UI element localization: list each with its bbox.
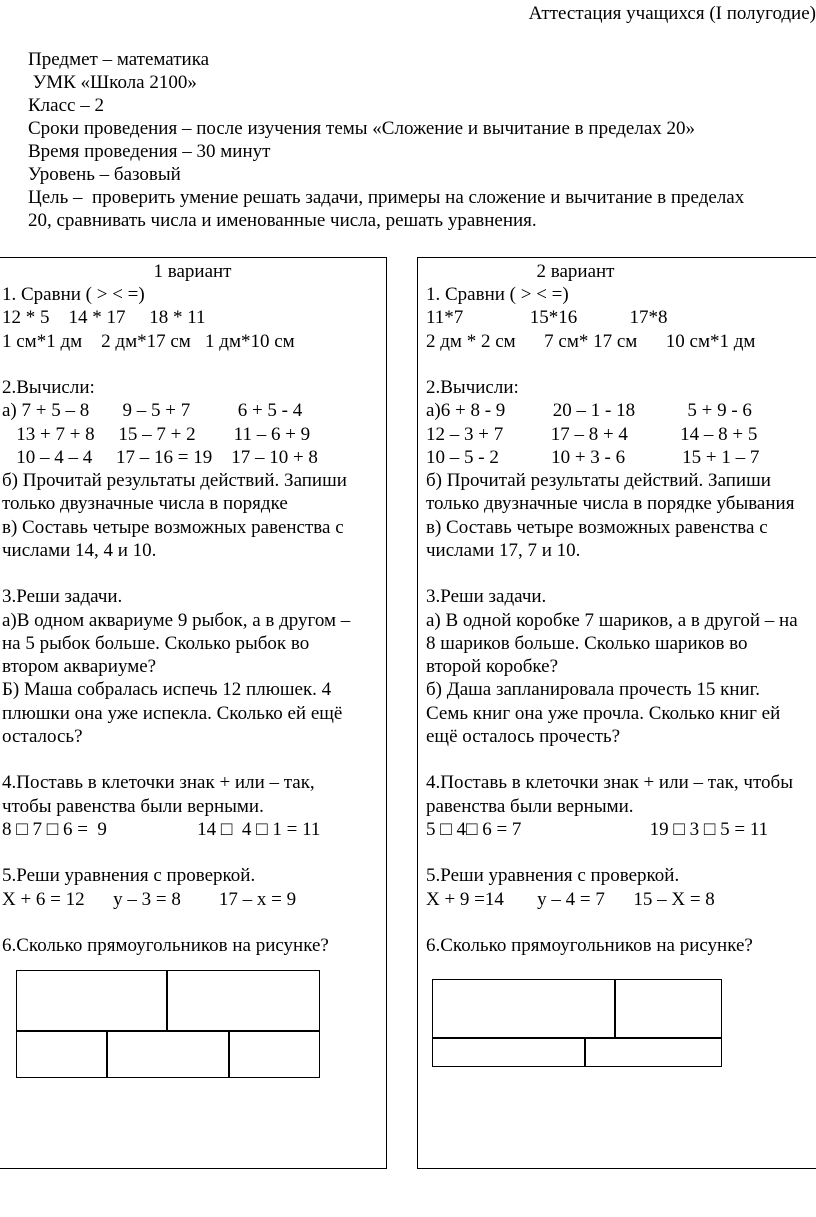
variant-1-line: 2.Вычисли: [2,377,95,398]
variant-1-line: 4.Поставь в клеточки знак + или – так, [2,772,315,794]
figure2-rect-bottom-right [584,1037,722,1067]
variant-2-line: а)6 + 8 - 9 20 – 1 - 18 5 + 9 - 6 [426,400,752,422]
meta-goal-cont: 20, сравнивать числа и именованные числа, решать уравнения. [28,210,537,231]
variant-1-line: в) Составь четыре возможных равенства с [2,516,344,538]
variant-2-line: а) В одной коробке 7 шариков, а в другой – на [426,609,798,631]
variant-1-line: втором аквариуме? [2,656,157,677]
figure1-rect-bottom-2 [106,1030,230,1078]
variant-1-line: 1 см*1 дм 2 дм*17 см 1 дм*10 см [2,330,295,352]
variant-2-title: 2 вариант [536,261,615,282]
variant-2-line: 4.Поставь в клеточки знак + или – так, чтобы [426,772,793,794]
meta-umk: УМК «Школа 2100» [28,72,197,93]
variant-2-box [417,257,816,1169]
variant-2-line: 5.Реши уравнения с проверкой. [426,865,680,887]
variant-1-line: только двузначные числа в порядке [2,493,288,515]
figure1-rect-top-right [166,970,320,1032]
header-title: Аттестация учащихся (I полугодие) [528,3,816,24]
variant-1-line: чтобы равенства были верными. [2,795,264,817]
variant-2-line: равенства были верными. [426,795,634,817]
figure2-rect-bottom-left [432,1037,586,1067]
meta-subject: Предмет – математика [28,49,210,70]
variant-2-line: второй коробке? [426,656,559,677]
variant-2-line: 5 □ 4□ 6 = 7 19 □ 3 □ 5 = 11 [426,818,769,840]
variant-2-line: только двузначные числа в порядке убывания [426,493,795,515]
variant-1-line: осталось? [2,725,83,747]
variant-2-line: в) Составь четыре возможных равенства с [426,516,768,538]
variant-2-line: 8 шариков больше. Сколько шариков во [426,632,748,654]
variant-1-line: числами 14, 4 и 10. [2,539,157,561]
variant-2-line: 3.Реши задачи. [426,586,547,608]
variant-1-line: 13 + 7 + 8 15 – 7 + 2 11 – 6 + 9 [2,423,311,445]
variant-2-line: 2 дм * 2 см 7 см* 17 см 10 см*1 дм [426,330,756,352]
variant-2-line: числами 17, 7 и 10. [426,539,581,561]
variant-2-line: б) Прочитай результаты действий. Запиши [426,470,771,491]
figure1-rect-top-left [16,970,168,1032]
variant-1-line: плюшки она уже испекла. Сколько ей ещё [2,702,343,724]
variant-2-line: Х + 9 =14 у – 4 = 7 15 – Х = 8 [426,888,715,910]
variant-2-line: ещё осталось прочесть? [426,725,621,747]
variant-1-line: 10 – 4 – 4 17 – 16 = 19 17 – 10 + 8 [2,446,318,468]
variant-2-line: 1. Сравни ( > < =) [426,284,569,305]
variant-2-line: Семь книг она уже прочла. Сколько книг ей [426,702,781,724]
variant-1-line: 1. Сравни ( > < =) [2,284,145,305]
variant-2-line: 2.Вычисли: [426,377,519,398]
variant-1-box [0,257,387,1169]
variant-2-line: 10 – 5 - 2 10 + 3 - 6 15 + 1 – 7 [426,446,760,468]
variant-1-line: на 5 рыбок больше. Сколько рыбок во [2,632,310,654]
figure1-rect-bottom-3 [228,1030,320,1078]
variant-2-line: 6.Сколько прямоугольников на рисунке? [426,935,753,956]
variant-1-line: 5.Реши уравнения с проверкой. [2,865,256,887]
variant-1-line: Б) Маша собралась испечь 12 плюшек. 4 [2,679,332,701]
meta-grade: Класс – 2 [28,95,104,116]
variant-2-line: б) Даша запланировала прочесть 15 книг. [426,679,761,701]
figure1-rect-bottom-1 [16,1030,108,1078]
variant-1-line: а)В одном аквариуме 9 рыбок, а в другом – [2,609,351,631]
meta-schedule: Сроки проведения – после изучения темы «Сложение и вычитание в пределах 20» [28,118,696,139]
variant-1-line: б) Прочитай результаты действий. Запиши [2,470,347,491]
variant-1-title: 1 вариант [153,261,232,282]
variant-1-line: Х + 6 = 12 у – 3 = 8 17 – х = 9 [2,888,297,910]
variant-2-line: 12 – 3 + 7 17 – 8 + 4 14 – 8 + 5 [426,423,758,445]
variant-1-line: 3.Реши задачи. [2,586,123,608]
meta-goal: Цель – проверить умение решать задачи, примеры на сложение и вычитание в пределах [28,187,745,208]
variant-1-line: 12 * 5 14 * 17 18 * 11 [2,307,206,329]
variant-1-line: 6.Сколько прямоугольников на рисунке? [2,935,329,956]
figure2-rect-top-left [432,979,616,1039]
meta-duration: Время проведения – 30 минут [28,141,271,162]
figure2-rect-top-right [614,979,722,1039]
variant-1-line: 8 □ 7 □ 6 = 9 14 □ 4 □ 1 = 11 [2,818,321,840]
variant-2-line: 11*7 15*16 17*8 [426,307,668,329]
meta-level: Уровень – базовый [28,164,181,185]
variant-1-line: а) 7 + 5 – 8 9 – 5 + 7 6 + 5 - 4 [2,400,303,422]
